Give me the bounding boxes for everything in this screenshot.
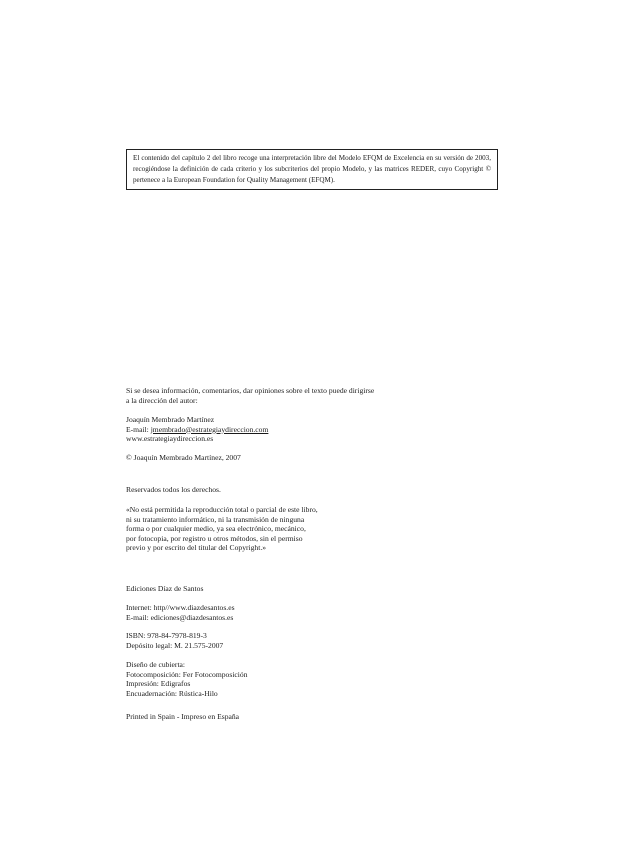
contact-intro-line-2: a la dirección del autor: — [126, 395, 198, 405]
publisher-contact — [126, 603, 235, 622]
contact-intro-line-1: Si se desea información, comentarios, dar opiniones sobre el texto puede dirigirse — [126, 386, 375, 395]
copyright-notice-box — [126, 149, 498, 190]
rights-line: «No está permitida la reproducción total o parcial de este libro, — [126, 505, 318, 514]
rights-line: por fotocopia, por registro u otros métodos, sin el permiso — [126, 533, 303, 543]
publisher-name-block — [126, 584, 203, 594]
publisher-name: Ediciones Díaz de Santos — [126, 584, 204, 593]
photocomposition: Fotocomposición: Fer Fotocomposición — [126, 669, 248, 679]
copyright-line: © Joaquín Membrado Martínez, 2007 — [126, 453, 241, 462]
publisher-email: E-mail: ediciones@diazdesantos.es — [126, 612, 234, 622]
printed-in: Printed in Spain - Impreso en España — [126, 712, 240, 721]
rights-reserved — [126, 485, 221, 495]
binding: Encuadernación: Rústica-Hilo — [126, 688, 218, 698]
rights-line: ni su tratamiento informático, ni la transmisión de ninguna — [126, 514, 305, 524]
rights-reserved-line: Reservados todos los derechos. — [126, 485, 221, 494]
author-contact-block — [126, 386, 374, 405]
rights-line: forma o por cualquier medio, ya sea electrónico, mecánico, — [126, 524, 306, 534]
author-email-line — [126, 425, 268, 435]
printing: Impresión: Edigrafos — [126, 679, 191, 689]
book-identifiers — [126, 631, 223, 650]
isbn: ISBN: 978-84-7978-819-3 — [126, 631, 207, 640]
publisher-internet: Internet: http//www.diazdesantos.es — [126, 603, 235, 612]
printed-in-block — [126, 712, 239, 722]
email-label: E-mail: — [126, 424, 151, 434]
legal-deposit: Depósito legal: M. 21.575-2007 — [126, 640, 224, 650]
author-name: Joaquín Membrado Martínez — [126, 415, 215, 424]
author-copyright — [126, 453, 241, 463]
production-credits — [126, 660, 248, 698]
efqm-notice-text: El contenido del capítulo 2 del libro recoge una interpretación libre del Modelo EFQM de Excelencia en su versión de 2003, recogiéndose la definición de cada criterio y los subcriterios del propio Modelo, y las matrices REDER, cuyo Copyright © pertenece a la European Foundation for Quality Management (EFQM). — [133, 154, 491, 184]
author-email-link[interactable]: jmembrado@estrategiaydireccion.com — [150, 424, 269, 434]
author-details — [126, 415, 268, 444]
rights-line: previo y por escrito del titular del Copyright.» — [126, 543, 267, 553]
rights-statement — [126, 505, 318, 553]
cover-design: Diseño de cubierta: — [126, 660, 186, 669]
author-website: www.estrategiaydireccion.es — [126, 434, 214, 444]
